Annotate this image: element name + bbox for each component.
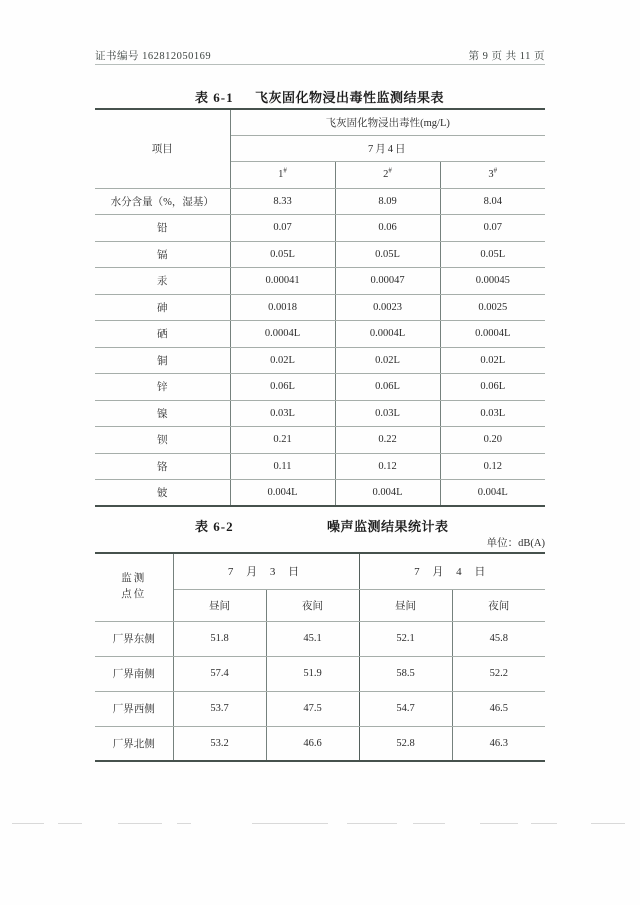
sample-superscript: # bbox=[493, 166, 498, 175]
scan-artifact-dash bbox=[252, 823, 328, 824]
table-row bbox=[95, 621, 545, 656]
value-cell: 0.02L bbox=[335, 347, 440, 374]
table-6-2 bbox=[95, 552, 545, 762]
t1-header-item: 项目 bbox=[95, 109, 230, 188]
value-cell: 0.0004L bbox=[230, 321, 335, 348]
table-row bbox=[95, 427, 545, 454]
value-cell: 8.33 bbox=[230, 188, 335, 215]
scan-artifact-dash bbox=[58, 823, 82, 824]
table-row bbox=[95, 656, 545, 691]
table-row bbox=[95, 400, 545, 427]
table-row bbox=[95, 374, 545, 401]
value-cell: 0.06L bbox=[440, 374, 545, 401]
value-cell: 0.00045 bbox=[440, 268, 545, 295]
value-cell: 0.06 bbox=[335, 215, 440, 242]
t1-header-sample-1 bbox=[230, 161, 335, 188]
value-cell: 46.5 bbox=[452, 691, 545, 726]
table2-tag: 表 6-2 bbox=[195, 519, 234, 534]
param-label: 铅 bbox=[95, 215, 230, 242]
param-label: 铬 bbox=[95, 453, 230, 480]
value-cell: 45.8 bbox=[452, 621, 545, 656]
value-cell: 47.5 bbox=[266, 691, 359, 726]
value-cell: 8.04 bbox=[440, 188, 545, 215]
table-row bbox=[95, 347, 545, 374]
value-cell: 0.12 bbox=[440, 453, 545, 480]
site-label-line1: 监测 bbox=[121, 573, 147, 585]
param-label: 镍 bbox=[95, 400, 230, 427]
t1-header-sample-2 bbox=[335, 161, 440, 188]
value-cell: 0.03L bbox=[230, 400, 335, 427]
param-label: 水分含量（%，湿基） bbox=[95, 188, 230, 215]
table2-title: 噪声监测结果统计表 bbox=[327, 519, 449, 534]
t2-header-date-jul4: 7 月 4 日 bbox=[359, 553, 545, 589]
scan-artifact-dash bbox=[480, 823, 518, 824]
table-row bbox=[95, 321, 545, 348]
table-row bbox=[95, 726, 545, 761]
site-label: 厂界西侧 bbox=[95, 691, 173, 726]
table-6-1 bbox=[95, 108, 545, 507]
table-row bbox=[95, 215, 545, 242]
value-cell: 0.004L bbox=[440, 480, 545, 507]
table-row bbox=[95, 188, 545, 215]
table-row bbox=[95, 241, 545, 268]
table1-caption bbox=[95, 87, 545, 105]
value-cell: 51.9 bbox=[266, 656, 359, 691]
value-cell: 0.05L bbox=[335, 241, 440, 268]
value-cell: 0.20 bbox=[440, 427, 545, 454]
scan-artifact-dash bbox=[12, 823, 44, 824]
value-cell: 52.2 bbox=[452, 656, 545, 691]
value-cell: 0.0004L bbox=[440, 321, 545, 348]
param-label: 铍 bbox=[95, 480, 230, 507]
param-label: 砷 bbox=[95, 294, 230, 321]
sample-superscript: # bbox=[283, 166, 287, 175]
site-label: 厂界东侧 bbox=[95, 621, 173, 656]
value-cell: 0.05L bbox=[440, 241, 545, 268]
site-label: 厂界南侧 bbox=[95, 656, 173, 691]
value-cell: 0.004L bbox=[230, 480, 335, 507]
table-header-row bbox=[95, 109, 545, 135]
value-cell: 0.00047 bbox=[335, 268, 440, 295]
value-cell: 57.4 bbox=[173, 656, 266, 691]
value-cell: 51.8 bbox=[173, 621, 266, 656]
sample-number: 2 bbox=[383, 169, 389, 180]
t2-header-night-2: 夜间 bbox=[452, 589, 545, 621]
header-divider bbox=[95, 64, 545, 65]
param-label: 汞 bbox=[95, 268, 230, 295]
table-row bbox=[95, 294, 545, 321]
value-cell: 0.07 bbox=[440, 215, 545, 242]
param-label: 硒 bbox=[95, 321, 230, 348]
value-cell: 8.09 bbox=[335, 188, 440, 215]
scan-artifact-dash bbox=[591, 823, 625, 824]
table1-title: 飞灰固化物浸出毒性监测结果表 bbox=[255, 90, 445, 105]
table-row bbox=[95, 480, 545, 507]
value-cell: 0.004L bbox=[335, 480, 440, 507]
value-cell: 0.02L bbox=[440, 347, 545, 374]
value-cell: 0.06L bbox=[230, 374, 335, 401]
value-cell: 58.5 bbox=[359, 656, 452, 691]
value-cell: 0.02L bbox=[230, 347, 335, 374]
sample-number: 3 bbox=[488, 169, 494, 180]
value-cell: 52.8 bbox=[359, 726, 452, 761]
value-cell: 0.07 bbox=[230, 215, 335, 242]
value-cell: 0.00041 bbox=[230, 268, 335, 295]
t2-header-site bbox=[95, 553, 173, 621]
scan-artifact-dash bbox=[118, 823, 162, 824]
certificate-number: 证书编号 162812050169 bbox=[95, 51, 212, 62]
table-row bbox=[95, 268, 545, 295]
t1-header-date: 7月4日 bbox=[230, 135, 545, 161]
param-label: 镉 bbox=[95, 241, 230, 268]
scan-artifact-dash bbox=[177, 823, 191, 824]
value-cell: 45.1 bbox=[266, 621, 359, 656]
site-label-line2: 点位 bbox=[121, 589, 147, 601]
value-cell: 53.7 bbox=[173, 691, 266, 726]
value-cell: 0.21 bbox=[230, 427, 335, 454]
t1-header-group: 飞灰固化物浸出毒性(mg/L) bbox=[230, 109, 545, 135]
value-cell: 0.0025 bbox=[440, 294, 545, 321]
value-cell: 0.06L bbox=[335, 374, 440, 401]
table-header-row bbox=[95, 553, 545, 589]
t2-header-date-jul3: 7 月 3 日 bbox=[173, 553, 359, 589]
param-label: 锌 bbox=[95, 374, 230, 401]
table1-tag: 表 6-1 bbox=[195, 90, 234, 105]
value-cell: 52.1 bbox=[359, 621, 452, 656]
sample-superscript: # bbox=[388, 166, 392, 175]
sample-number: 1 bbox=[278, 169, 284, 180]
value-cell: 0.0023 bbox=[335, 294, 440, 321]
value-cell: 0.0004L bbox=[335, 321, 440, 348]
value-cell: 0.03L bbox=[440, 400, 545, 427]
table-row bbox=[95, 691, 545, 726]
scan-artifact-dash bbox=[413, 823, 445, 824]
value-cell: 0.22 bbox=[335, 427, 440, 454]
value-cell: 46.6 bbox=[266, 726, 359, 761]
table-row bbox=[95, 453, 545, 480]
value-cell: 54.7 bbox=[359, 691, 452, 726]
param-label: 钡 bbox=[95, 427, 230, 454]
table2-caption bbox=[95, 516, 545, 534]
value-cell: 0.12 bbox=[335, 453, 440, 480]
value-cell: 53.2 bbox=[173, 726, 266, 761]
t2-header-night-1: 夜间 bbox=[266, 589, 359, 621]
value-cell: 0.11 bbox=[230, 453, 335, 480]
table2-unit-label: 单位：dB(A) bbox=[486, 538, 545, 549]
value-cell: 0.05L bbox=[230, 241, 335, 268]
scan-artifact-dash bbox=[531, 823, 557, 824]
page-number: 第 9 页 共 11 页 bbox=[468, 51, 545, 62]
value-cell: 0.03L bbox=[335, 400, 440, 427]
t1-header-sample-3 bbox=[440, 161, 545, 188]
value-cell: 46.3 bbox=[452, 726, 545, 761]
value-cell: 0.0018 bbox=[230, 294, 335, 321]
t2-header-day-2: 昼间 bbox=[359, 589, 452, 621]
t2-header-day-1: 昼间 bbox=[173, 589, 266, 621]
site-label: 厂界北侧 bbox=[95, 726, 173, 761]
param-label: 铜 bbox=[95, 347, 230, 374]
scan-artifact-dash bbox=[347, 823, 397, 824]
